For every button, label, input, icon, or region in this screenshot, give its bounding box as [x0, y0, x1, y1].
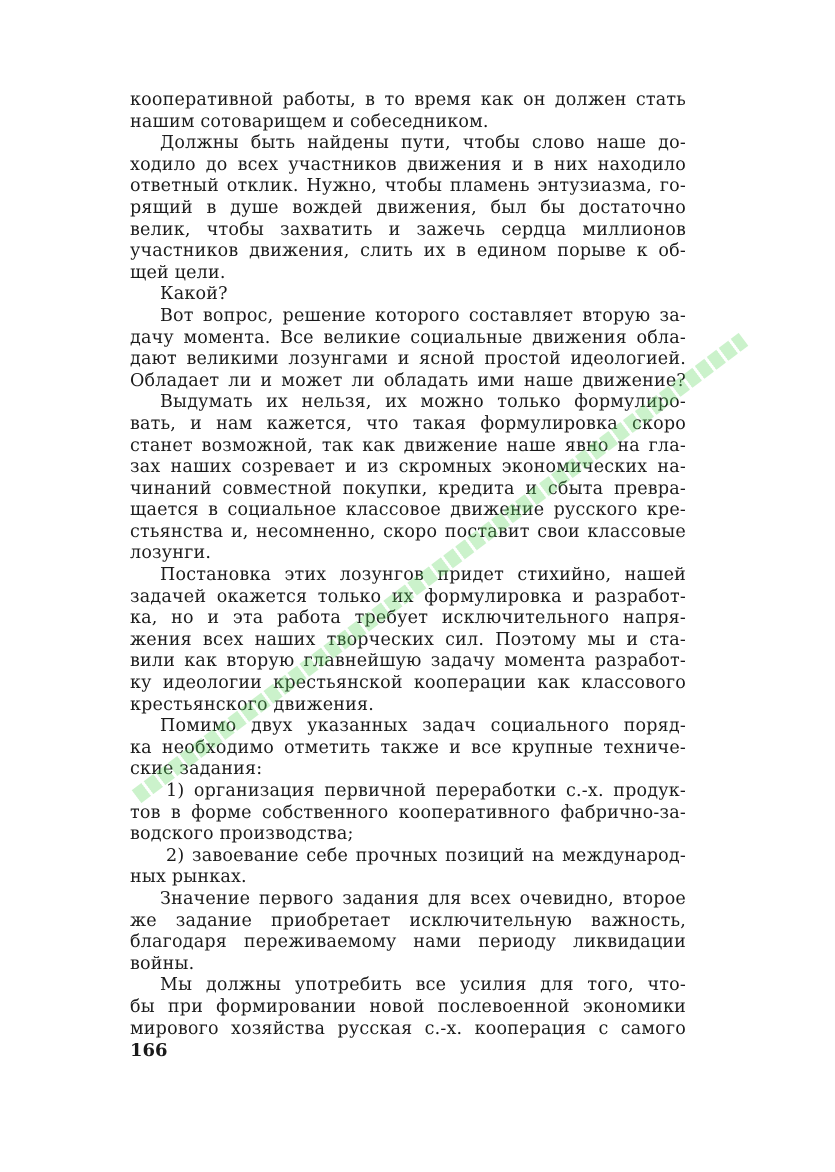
text-line: ответный отклик. Нужно, чтобы пламень энтузиазма, го-	[130, 176, 686, 197]
text-line: вили как вторую главнейшую задачу момента разработ-	[130, 651, 686, 672]
text-line: Какой?	[160, 284, 228, 305]
text-line: ных рынках.	[130, 867, 247, 888]
text-line: рящий в душе вождей движения, был бы достаточно	[130, 197, 686, 218]
text-line: ходило до всех участников движения и в них находило	[130, 154, 686, 175]
text-line: велик, чтобы захватить и зажечь сердца миллионов	[130, 219, 686, 240]
text-line: участников движения, слить их в едином порыве к об-	[130, 241, 686, 262]
text-line: Должны быть найдены пути, чтобы слово наше до-	[160, 133, 686, 154]
text-line: же задание приобретает исключительную важность,	[130, 910, 686, 931]
text-line: 1) организация первичной переработки с.-х. продук-	[166, 781, 686, 801]
text-line: 2) завоевание себе прочных позиций на международ-	[166, 845, 686, 866]
text-line: Помимо двух указанных задач социального поряд-	[160, 716, 686, 737]
text-line: щей цели.	[130, 262, 226, 283]
text-line: жения всех наших творческих сил. Поэтому мы и ста-	[130, 629, 686, 650]
text-line: Мы должны употребить все усилия для того, что-	[160, 975, 686, 996]
text-line: Выдумать их нельзя, их можно только формулиро-	[160, 392, 686, 413]
text-line: Постановка этих лозунгов придет стихийно, нашей	[160, 565, 686, 586]
text-line: Обладает ли и может ли обладать ими наше движение?	[130, 370, 686, 391]
text-line: бы при формировании новой послевоенной экономики	[130, 996, 686, 1017]
text-line: лозунги.	[130, 543, 212, 564]
text-line: ку идеологии крестьянской кооперации как классового	[130, 673, 686, 694]
text-line: дачу момента. Все великие социальные движения обла-	[130, 327, 686, 348]
text-line: стьянства и, несомненно, скоро поставит свои классовые	[130, 521, 686, 542]
text-line: мирового хозяйства русская с.-х. кооперация с самого	[130, 1018, 686, 1039]
text-line: зах наших созревает и из скромных экономических на-	[130, 457, 686, 478]
text-line: Вот вопрос, решение которого составляет вторую за-	[160, 305, 686, 326]
body-text	[130, 90, 686, 1040]
page-number: 166	[130, 1040, 168, 1061]
text-line: тов в форме собственного кооперативного фабрично-за-	[130, 802, 686, 823]
text-line: вать, и нам кажется, что такая формулировка скоро	[130, 413, 686, 434]
text-line: чинаний совместной покупки, кредита и сбыта превра-	[130, 478, 686, 499]
text-line: крестьянского движения.	[130, 694, 375, 715]
text-line: кооперативной работы, в то время как он должен стать	[130, 90, 686, 110]
text-line: щается в социальное классовое движение русского кре-	[130, 500, 686, 521]
text-line: нашим сотоварищем и собеседником.	[130, 111, 489, 132]
text-line: водского производства;	[130, 824, 354, 845]
text-line: благодаря переживаемому нами периоду ликвидации	[130, 932, 686, 953]
text-line: станет возможной, так как движение наше явно на гла-	[130, 435, 686, 456]
text-line: Значение первого задания для всех очевидно, второе	[160, 888, 686, 909]
text-line: ка, но и эта работа требует исключительного напря-	[130, 608, 686, 629]
text-line: ские задания:	[130, 759, 263, 780]
text-line: войны.	[130, 953, 195, 974]
text-line: дают великими лозунгами и ясной простой идеологией.	[130, 349, 686, 370]
text-line: ка необходимо отметить также и все крупные техниче-	[130, 737, 686, 758]
text-line: задачей окажется только их формулировка и разработ-	[130, 586, 686, 607]
